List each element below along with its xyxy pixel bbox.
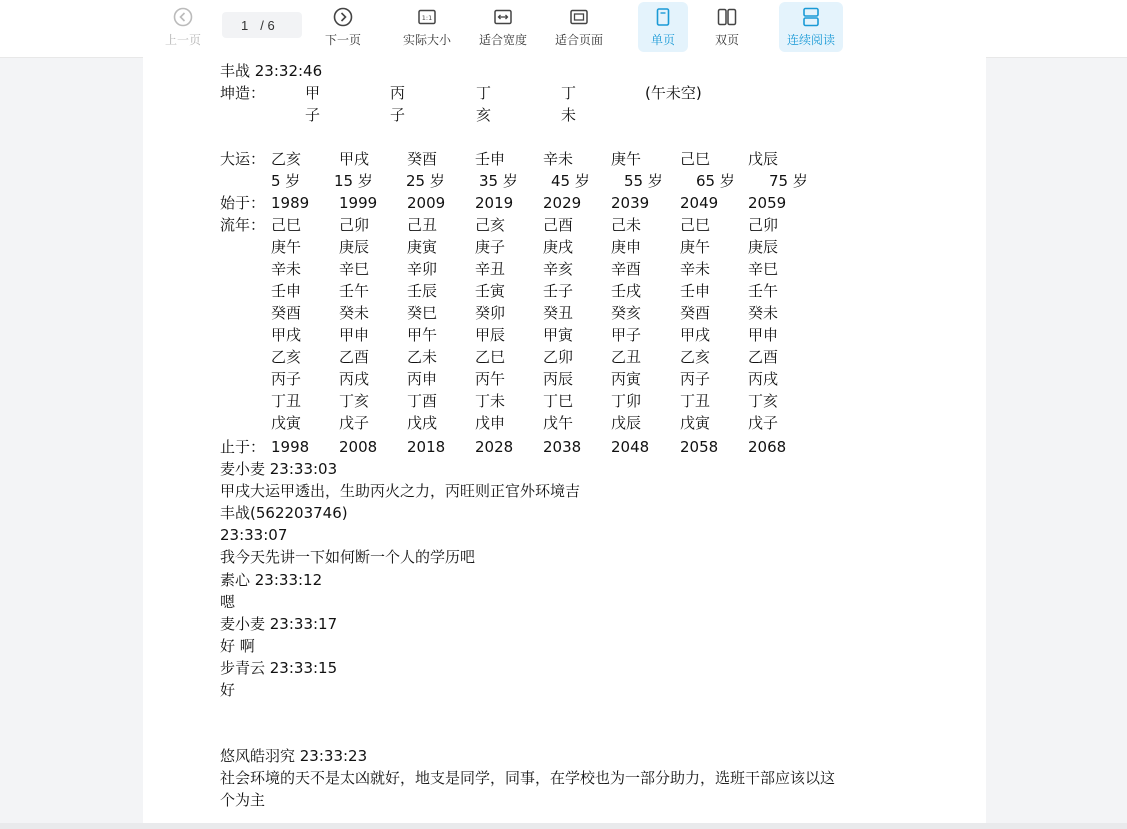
liunian-cell: 庚申 xyxy=(611,238,642,256)
start-year: 2049 xyxy=(680,194,719,212)
liunian-cell: 辛酉 xyxy=(611,260,642,278)
liunian-cell: 乙酉 xyxy=(748,348,779,366)
liunian-cell: 丁丑 xyxy=(271,392,302,410)
liunian-cell: 甲子 xyxy=(611,326,642,344)
dayun-age: 65 岁 xyxy=(696,172,735,190)
chat-line: 素心 23:33:12 xyxy=(220,571,323,589)
start-year: 2009 xyxy=(407,194,446,212)
liunian-cell: 丁巳 xyxy=(543,392,574,410)
double-page-label: 双页 xyxy=(714,33,739,47)
dayun-age: 75 岁 xyxy=(769,172,808,190)
liunian-cell: 甲戌 xyxy=(680,326,711,344)
page-number-box[interactable] xyxy=(222,12,302,38)
liunian-cell: 癸酉 xyxy=(271,304,302,322)
start-label: 始于： xyxy=(220,194,266,212)
dayun-pillar: 乙亥 xyxy=(271,150,302,168)
next-page-button[interactable] xyxy=(320,2,366,52)
liunian-cell: 癸酉 xyxy=(680,304,711,322)
liunian-cell: 丁未 xyxy=(475,392,506,410)
start-year: 1999 xyxy=(339,194,378,212)
liunian-cell: 丙寅 xyxy=(611,370,642,388)
prev-page-label: 上一页 xyxy=(164,33,201,47)
next-page-label: 下一页 xyxy=(324,33,361,47)
liunian-cell: 戊戌 xyxy=(407,414,438,432)
liunian-cell: 乙丑 xyxy=(611,348,642,366)
liunian-cell: 甲寅 xyxy=(543,326,574,344)
liunian-cell: 癸卯 xyxy=(475,304,506,322)
liunian-cell: 丙子 xyxy=(271,370,302,388)
liunian-cell: 癸丑 xyxy=(543,304,574,322)
liunian-cell: 戊子 xyxy=(339,414,370,432)
liunian-cell: 戊寅 xyxy=(271,414,302,432)
chevron-right-circle-icon xyxy=(332,6,354,28)
fit-page-button[interactable] xyxy=(550,2,608,52)
liunian-cell: 丁亥 xyxy=(339,392,370,410)
chat-line: 丰战(562203746) xyxy=(220,504,348,522)
liunian-cell: 辛巳 xyxy=(748,260,779,278)
continuous-reading-button[interactable] xyxy=(779,2,843,52)
fit-page-icon xyxy=(568,6,590,28)
liunian-cell: 乙卯 xyxy=(543,348,574,366)
start-year: 2059 xyxy=(748,194,787,212)
fit-width-button[interactable] xyxy=(474,2,532,52)
liunian-cell: 庚子 xyxy=(475,238,506,256)
liunian-cell: 壬子 xyxy=(543,282,574,300)
liunian-cell: 壬午 xyxy=(748,282,779,300)
viewer-toolbar xyxy=(0,0,1127,58)
end-year: 2028 xyxy=(475,438,514,456)
liunian-cell: 壬午 xyxy=(339,282,370,300)
liunian-cell: 辛巳 xyxy=(339,260,370,278)
liunian-cell: 甲申 xyxy=(748,326,779,344)
single-page-button[interactable] xyxy=(638,2,688,52)
chat-line: 个为主 xyxy=(220,791,266,809)
liunian-cell: 丙戌 xyxy=(339,370,370,388)
liunian-cell: 戊辰 xyxy=(611,414,642,432)
liunian-cell: 戊午 xyxy=(543,414,574,432)
chat-line: 好 啊 xyxy=(220,637,255,655)
liunian-cell: 壬申 xyxy=(680,282,711,300)
chevron-left-circle-icon xyxy=(172,6,194,28)
liunian-cell: 甲戌 xyxy=(271,326,302,344)
fit-page-label: 适合页面 xyxy=(554,33,603,47)
chat-line: 甲戌大运甲透出，生助丙火之力，丙旺则正官外环境吉 xyxy=(220,482,581,500)
continuous-reading-label: 连续阅读 xyxy=(786,33,835,47)
chat-line: 23:33:07 xyxy=(220,526,288,544)
liunian-cell: 癸未 xyxy=(748,304,779,322)
liunian-cell: 甲午 xyxy=(407,326,438,344)
dayun-pillar: 庚午 xyxy=(611,150,642,168)
liunian-cell: 丁卯 xyxy=(611,392,642,410)
liunian-cell: 丁酉 xyxy=(407,392,438,410)
dayun-age: 5 岁 xyxy=(271,172,301,190)
liunian-cell: 戊子 xyxy=(748,414,779,432)
liunian-cell: 乙巳 xyxy=(475,348,506,366)
liunian-cell: 丙午 xyxy=(475,370,506,388)
fit-width-icon xyxy=(492,6,514,28)
double-page-button[interactable] xyxy=(704,2,750,52)
end-label: 止于： xyxy=(220,438,266,456)
dayun-age: 45 岁 xyxy=(551,172,590,190)
liunian-cell: 丙申 xyxy=(407,370,438,388)
start-year: 2039 xyxy=(611,194,650,212)
dayun-pillar: 甲戌 xyxy=(339,150,370,168)
liunian-cell: 乙酉 xyxy=(339,348,370,366)
chat-line: 麦小麦 23:33:17 xyxy=(220,615,338,633)
kunzao-branch: 子 xyxy=(390,106,406,124)
liunian-cell: 己卯 xyxy=(748,216,779,234)
liunian-cell: 辛卯 xyxy=(407,260,438,278)
liunian-cell: 己巳 xyxy=(271,216,302,234)
liunian-cell: 己未 xyxy=(611,216,642,234)
liunian-cell: 庚戌 xyxy=(543,238,574,256)
liunian-cell: 壬申 xyxy=(271,282,302,300)
kunzao-branch: 子 xyxy=(305,106,321,124)
liunian-cell: 己亥 xyxy=(475,216,506,234)
actual-size-button[interactable] xyxy=(396,2,458,52)
dayun-label: 大运： xyxy=(220,150,266,168)
liunian-cell: 辛未 xyxy=(271,260,302,278)
doc-line-header: 丰战 23:32:46 xyxy=(220,62,323,80)
page-current-input[interactable]: 1 xyxy=(241,17,249,33)
liunian-cell: 辛丑 xyxy=(475,260,506,278)
chat-line: 步青云 23:33:15 xyxy=(220,659,338,677)
dayun-age: 55 岁 xyxy=(624,172,663,190)
chat-line: 悠风皓羽究 23:33:23 xyxy=(220,747,368,765)
liunian-cell: 丁丑 xyxy=(680,392,711,410)
liunian-cell: 乙亥 xyxy=(271,348,302,366)
liunian-cell: 甲辰 xyxy=(475,326,506,344)
liunian-cell: 己酉 xyxy=(543,216,574,234)
liunian-cell: 壬戌 xyxy=(611,282,642,300)
kunzao-stem: 丙 xyxy=(390,84,406,102)
liunian-cell: 壬寅 xyxy=(475,282,506,300)
end-year: 2048 xyxy=(611,438,650,456)
end-year: 2058 xyxy=(680,438,719,456)
liunian-cell: 癸亥 xyxy=(611,304,642,322)
chat-line: 嗯 xyxy=(220,593,236,611)
status-strip xyxy=(0,823,1127,829)
end-year: 2018 xyxy=(407,438,446,456)
end-year: 2038 xyxy=(543,438,582,456)
dayun-pillar: 壬申 xyxy=(475,150,506,168)
liunian-cell: 己卯 xyxy=(339,216,370,234)
fit-width-label: 适合宽度 xyxy=(478,33,527,47)
kunzao-stem: 丁 xyxy=(476,84,492,102)
start-year: 2029 xyxy=(543,194,582,212)
liunian-cell: 丁亥 xyxy=(748,392,779,410)
continuous-reading-icon xyxy=(800,6,822,28)
kunzao-stem: 甲 xyxy=(305,84,321,102)
dayun-pillar: 戊辰 xyxy=(748,150,779,168)
start-year: 2019 xyxy=(475,194,514,212)
end-year: 2068 xyxy=(748,438,787,456)
liunian-cell: 戊申 xyxy=(475,414,506,432)
kunzao-note: (午未空) xyxy=(645,84,702,102)
dayun-age: 15 岁 xyxy=(334,172,373,190)
liunian-cell: 乙亥 xyxy=(680,348,711,366)
liunian-cell: 乙未 xyxy=(407,348,438,366)
liunian-cell: 辛亥 xyxy=(543,260,574,278)
liunian-cell: 辛未 xyxy=(680,260,711,278)
liunian-cell: 壬辰 xyxy=(407,282,438,300)
chat-line: 好 xyxy=(220,681,236,699)
dayun-pillar: 辛未 xyxy=(543,150,574,168)
document-page xyxy=(143,57,986,829)
page-total: / 6 xyxy=(260,17,275,33)
liunian-cell: 丙子 xyxy=(680,370,711,388)
start-year: 1989 xyxy=(271,194,310,212)
dayun-pillar: 癸酉 xyxy=(407,150,438,168)
kunzao-label: 坤造： xyxy=(220,84,266,102)
liunian-cell: 癸巳 xyxy=(407,304,438,322)
single-page-icon xyxy=(652,6,674,28)
dayun-age: 35 岁 xyxy=(479,172,518,190)
kunzao-branch: 未 xyxy=(561,106,577,124)
liunian-cell: 己丑 xyxy=(407,216,438,234)
liunian-cell: 癸未 xyxy=(339,304,370,322)
kunzao-stem: 丁 xyxy=(561,84,577,102)
liunian-cell: 庚午 xyxy=(271,238,302,256)
svg-text:1:1: 1:1 xyxy=(421,14,433,22)
single-page-label: 单页 xyxy=(650,33,675,47)
liunian-cell: 丙辰 xyxy=(543,370,574,388)
liunian-cell: 己巳 xyxy=(680,216,711,234)
chat-line: 麦小麦 23:33:03 xyxy=(220,460,338,478)
chat-line: 社会环境的天不是太凶就好，地支是同学，同事，在学校也为一部分助力，选班干部应该以这 xyxy=(220,769,836,787)
kunzao-branch: 亥 xyxy=(476,106,492,124)
double-page-icon xyxy=(716,6,738,28)
liunian-cell: 丙戌 xyxy=(748,370,779,388)
actual-size-label: 实际大小 xyxy=(402,33,451,47)
liunian-cell: 庚午 xyxy=(680,238,711,256)
dayun-pillar: 己巳 xyxy=(680,150,711,168)
liunian-label: 流年： xyxy=(220,216,266,234)
liunian-cell: 庚辰 xyxy=(748,238,779,256)
end-year: 1998 xyxy=(271,438,310,456)
dayun-age: 25 岁 xyxy=(406,172,445,190)
prev-page-button[interactable] xyxy=(160,2,206,52)
liunian-cell: 戊寅 xyxy=(680,414,711,432)
liunian-cell: 庚寅 xyxy=(407,238,438,256)
liunian-cell: 庚辰 xyxy=(339,238,370,256)
end-year: 2008 xyxy=(339,438,378,456)
liunian-cell: 甲申 xyxy=(339,326,370,344)
actual-size-icon xyxy=(416,6,438,28)
chat-line: 我今天先讲一下如何断一个人的学历吧 xyxy=(220,548,476,566)
